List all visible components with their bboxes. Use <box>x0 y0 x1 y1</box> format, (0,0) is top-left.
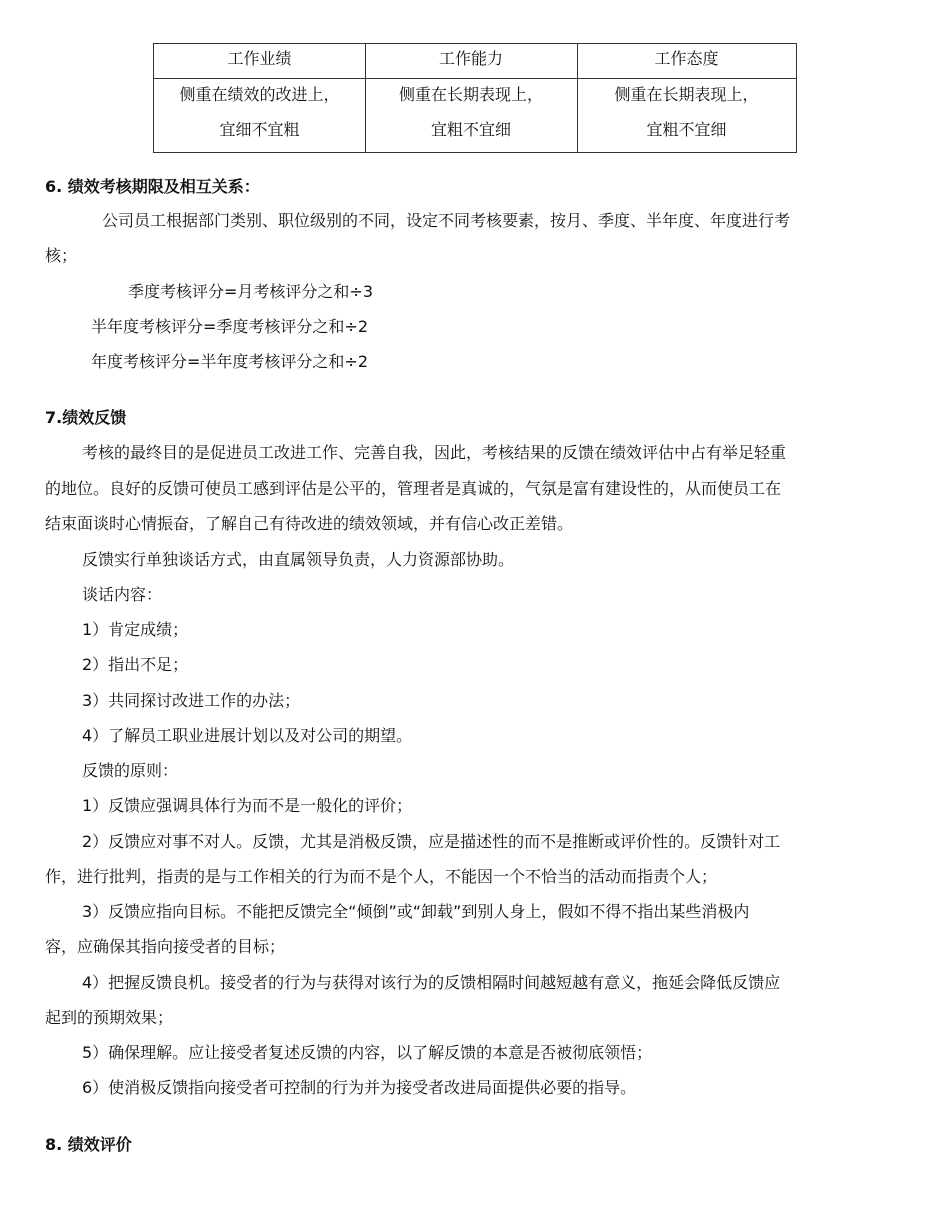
table-header-performance: 工作业绩 <box>227 49 292 68</box>
table-divider <box>154 78 796 79</box>
section-8-heading: 8. 绩效评价 <box>45 1135 132 1154</box>
section-6-paragraph-line: 核； <box>45 246 78 265</box>
list-item: 2）指出不足； <box>82 655 189 674</box>
table-cell: 宜细不宜粗 <box>219 120 300 139</box>
talk-content-title: 谈话内容： <box>82 585 163 604</box>
list-item: 1）反馈应强调具体行为而不是一般化的评价； <box>82 796 413 815</box>
principle-title: 反馈的原则： <box>82 761 179 780</box>
list-item: 2）反馈应对事不对人。反馈，尤其是消极反馈，应是描述性的而不是推断或评价性的。反馈针对工 <box>82 832 781 851</box>
table-header-ability: 工作能力 <box>438 49 503 68</box>
table-cell: 宜粗不宜细 <box>430 120 511 139</box>
paragraph-line: 考核的最终目的是促进员工改进工作、完善自我，因此，考核结果的反馈在绩效评估中占有举足轻重 <box>82 443 787 462</box>
table-cell: 侧重在长期表现上， <box>614 85 759 104</box>
section-6-heading: 6. 绩效考核期限及相互关系： <box>45 177 260 196</box>
list-item: 3）反馈应指向目标。不能把反馈完全“倾倒”或“卸载”到别人身上，假如不得不指出某些消极内 <box>82 902 750 921</box>
list-item-continuation: 容，应确保其指向接受者的目标； <box>45 937 286 956</box>
list-item: 4）把握反馈良机。接受者的行为与获得对该行为的反馈相隔时间越短越有意义，拖延会降低反馈应 <box>82 973 781 992</box>
table-cell: 侧重在绩效的改进上， <box>179 85 340 104</box>
list-item-continuation: 作，进行批判，指责的是与工作相关的行为而不是个人，不能因一个不恰当的活动而指责个人； <box>45 867 718 886</box>
table-header-attitude: 工作态度 <box>654 49 719 68</box>
list-item: 3）共同探讨改进工作的办法； <box>82 691 301 710</box>
list-item-continuation: 起到的预期效果； <box>45 1008 174 1027</box>
formula-quarterly: 季度考核评分=月考核评分之和÷3 <box>128 282 373 301</box>
section-6-paragraph-line: 公司员工根据部门类别、职位级别的不同，设定不同考核要素，按月、季度、半年度、年度进行考 <box>102 211 791 230</box>
formula-yearly: 年度考核评分=半年度考核评分之和÷2 <box>91 352 368 371</box>
section-7-heading: 7.绩效反馈 <box>45 408 127 427</box>
list-item: 1）肯定成绩； <box>82 620 189 639</box>
comparison-table <box>153 43 797 153</box>
paragraph-line: 的地位。良好的反馈可使员工感到评估是公平的，管理者是真诚的，气氛是富有建设性的，从而使员工在 <box>45 479 782 498</box>
list-item: 5）确保理解。应让接受者复述反馈的内容，以了解反馈的本意是否被彻底领悟； <box>82 1043 653 1062</box>
list-item: 4）了解员工职业进展计划以及对公司的期望。 <box>82 726 413 745</box>
formula-half-year: 半年度考核评分=季度考核评分之和÷2 <box>91 317 368 336</box>
paragraph-line: 反馈实行单独谈话方式，由直属领导负责，人力资源部协助。 <box>82 550 515 569</box>
list-item: 6）使消极反馈指向接受者可控制的行为并为接受者改进局面提供必要的指导。 <box>82 1078 637 1097</box>
table-cell: 侧重在长期表现上， <box>398 85 543 104</box>
table-cell: 宜粗不宜细 <box>646 120 727 139</box>
paragraph-line: 结束面谈时心情振奋，了解自己有待改进的绩效领域，并有信心改正差错。 <box>45 514 574 533</box>
